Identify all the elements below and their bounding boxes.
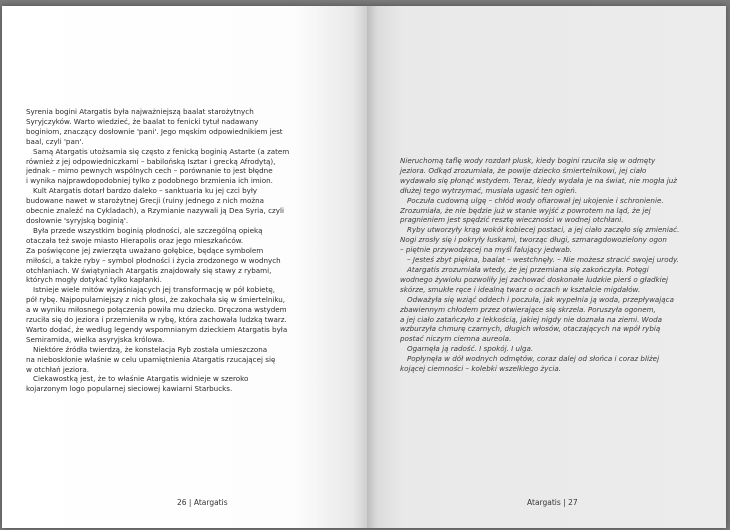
- text-line: wodnego żywiołu pozwoliły jej zachować doskonałe ludzkie pierś o gładkiej: [400, 274, 668, 284]
- text-line: a w wyniku miłosnego połączenia powiła mu dziecko. Dręczona wstydem: [26, 305, 287, 315]
- text-line: Zrozumiała, że nie będzie już w stanie wyjść z powrotem na ląd, że jej: [400, 205, 651, 215]
- text-line: jednak – mimo pewnych wspólnych cech – porównanie to jest błędne: [26, 166, 273, 176]
- text-line: Ogarnęła ją radość. I spokój. I ulga.: [407, 344, 534, 354]
- text-line: których mogły dotykać tylko kapłanki.: [26, 275, 162, 285]
- right-page: [367, 6, 726, 528]
- text-line: Za poświęcone jej zwierzęta uważano gołębice, będące symbolem: [26, 245, 264, 255]
- page-number-left: 26 | Atargatis: [177, 498, 228, 507]
- text-line: wydawało się płonąć wstydem. Teraz, kiedy wydała je na świat, nie mogła już: [400, 175, 678, 185]
- text-line: Odważyła się wziąć oddech i poczuła, jak wypełnia ją woda, przepływająca: [407, 294, 674, 304]
- text-line: kojarzonym logo popularnej sieciowej kawiarni Starbucks.: [26, 384, 233, 394]
- text-line: – Jesteś zbyt piękna, baalat – westchnęły. – Nie możesz stracić swojej urody.: [407, 255, 680, 265]
- text-line: Semiramida, wielka asyryjska królowa.: [26, 334, 165, 344]
- text-line: Samą Atargatis utożsamia się często z fenicką boginią Astarte (a zatem: [33, 146, 290, 156]
- text-line: skórze, smukłe ręce i idealną twarz o oczach w kształcie migdałów.: [400, 284, 641, 294]
- text-line: wzburzyła chmurę czarnych, długich włosów, otaczających na wpół rybią: [400, 324, 661, 334]
- text-line: Syryjczyków. Warto wiedzieć, że baalat to fenicki tytuł nadawany: [26, 116, 259, 126]
- text-line: Poczuła cudowną ulgę – chłód wody ofiarował jej ukojenie i schronienie.: [407, 195, 664, 205]
- text-line: Nieruchomą taflę wody rozdarł plusk, kiedy bogini rzuciła się w odmęty: [400, 156, 656, 165]
- text-line: obecnie znaleźć na Cykladach), a Rzymianie nazywali ją Dea Syria, czyli: [26, 206, 284, 216]
- text-line: Niektóre źródła twierdzą, że konstelacja Ryb została umieszczona: [33, 344, 268, 354]
- text-line: pragnieniem jest spędzić resztę wieczności w wodnej otchłani.: [400, 215, 624, 225]
- text-line: postać niczym ciemna aureola.: [400, 334, 512, 344]
- text-line: rzuciła się do jeziora i przemieniła w rybę, która zachowała ludzką twarz.: [26, 315, 287, 325]
- text-line: jeziora. Odkąd zrozumiała, że powije dziecko śmiertelnikowi, jej ciało: [400, 165, 647, 175]
- text-line: kojącej ciemności – kolebki wszelkiego życia.: [400, 364, 562, 374]
- text-line: baal, czyli 'pan'.: [26, 136, 84, 146]
- text-line: zbawiennym chłodem przez otwierające się skrzela. Poruszyła ogonem,: [400, 304, 656, 314]
- page-number-right: Atargatis | 27: [527, 498, 578, 507]
- text-line: pół rybę. Najpopularniejszy z nich głosi, że zakochała się w śmiertelniku,: [26, 295, 286, 305]
- text-line: i wynika najprawdopodobniej tylko z podobnego brzmienia ich imion.: [26, 176, 273, 186]
- text-line: Syrenia bogini Atargatis była najważniejszą baalat starożytnych: [26, 107, 254, 116]
- text-line: Ryby utworzyły krąg wokół kobiecej postaci, a jej ciało zaczęło się zmieniać.: [407, 225, 680, 235]
- text-line: Nogi zrosły się i pokryły łuskami, tworząc długi, szmaragdowozielony ogon: [400, 235, 667, 245]
- text-line: w otchłań jeziora.: [26, 364, 89, 374]
- text-line: również z jej odpowiedniczkami – babilońską Isztar i grecką Afrodytą),: [26, 156, 276, 166]
- text-line: otaczała też swoje miasto Hierapolis oraz jego mieszkańców.: [26, 235, 244, 245]
- text-line: boginiom, znaczący dosłownie 'pani'. Jego męskim odpowiednikiem jest: [26, 126, 283, 136]
- text-line: dłużej tego wytrzymać, musiała ugasić ten ogień.: [400, 185, 578, 195]
- text-line: – piętnie przywodzącej na myśl falujący jedwab.: [400, 245, 573, 255]
- left-page-text: [26, 107, 289, 394]
- text-line: Ciekawostką jest, że to właśnie Atargatis widnieje w szeroko: [33, 374, 249, 384]
- text-line: Istnieje wiele mitów wyjaśniających jej transformację w pół kobietę,: [33, 285, 276, 295]
- text-line: otchłaniach. W świątyniach Atargatis znajdowały się stawy z rybami,: [26, 265, 272, 275]
- text-line: miłości, a także ryby – symbol płodności i życia zrodzonego w wodnych: [26, 255, 281, 265]
- left-page: [2, 6, 367, 528]
- text-line: Warto dodać, że według legendy wspomnianym dzieckiem Atargatis była: [26, 324, 288, 334]
- text-line: Kult Atargatis dotarł bardzo daleko – sanktuaria ku jej czci były: [33, 186, 258, 196]
- book-spread: [2, 6, 726, 528]
- text-line: dosłownie 'syryjską boginią'.: [26, 215, 129, 225]
- text-line: na nieboskłonie właśnie w celu upamiętnienia Atargatis rzucającej się: [26, 354, 276, 364]
- text-line: Była przede wszystkim boginią płodności, ale szczególną opieką: [33, 225, 263, 235]
- text-line: Popłynęła w dół wodnych odmętów, coraz dalej od słońca i coraz bliżej: [407, 354, 660, 364]
- text-line: Atargatis zrozumiała wtedy, że jej przemiana się zakończyła. Potęgi: [407, 264, 649, 274]
- text-line: budowane nawet w starożytnej Grecji (ruiny jednego z nich można: [26, 196, 265, 206]
- text-line: a jej ciało zatańczyło z lekkością, jakiej nigdy nie doznała na ziemi. Woda: [400, 314, 662, 324]
- right-page-text: [400, 156, 679, 374]
